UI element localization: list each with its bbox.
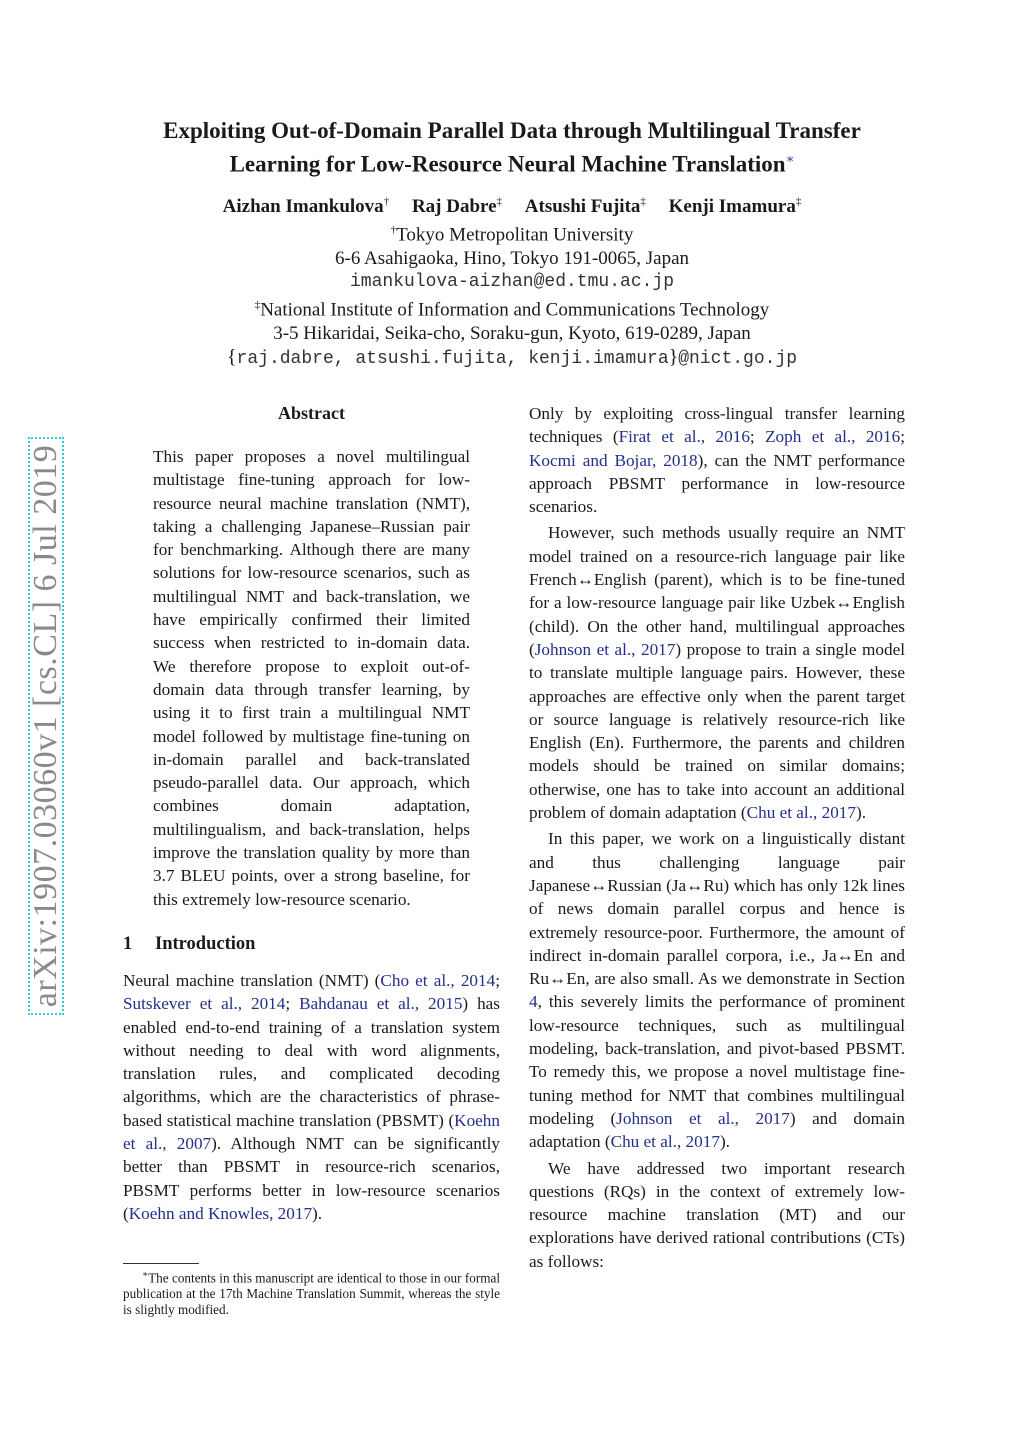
author-2: Raj Dabre‡ [411,196,503,218]
citation-link[interactable]: Sutskever et al., 2014 [123,994,286,1014]
intro-paragraph-1: Neural machine translation (NMT) (Cho et al., 2014; Sutskever et al., 2014; Bahdanau et al., 2015) has enabled end-to-end training of a translation system without needing to deal with word alignments, translation rules, and complicated decoding algorithms, which are the characteristics of phrase-based statistical machine translation (PBSMT) (Koehn et al., 2007). Although NMT can be significantly better than PBSMT in resource-rich scenarios, PBSMT performs better in low-resource scenarios (Koehn and Knowles, 2017). [123,970,500,1223]
paper-title [100,117,924,179]
citation-link[interactable]: Koehn and Knowles, 2017 [128,1203,313,1223]
citation-link[interactable]: Johnson et al., 2017 [534,639,676,659]
citation-link[interactable]: Bahdanau et al., 2015 [299,994,463,1014]
title-line-2: Learning for Low-Resource Neural Machine Translation [229,151,786,177]
citation-link[interactable]: Firat et al., 2016 [618,427,750,447]
right-column [529,402,905,1273]
abstract-heading: Abstract [278,403,345,423]
citation-link[interactable]: Kocmi and Bojar, 2018 [529,450,698,470]
left-column [123,402,500,1225]
citation-link[interactable]: Chu et al., 2017 [610,1132,720,1152]
footnote: ∗The contents in this manuscript are identical to those in our formal publication at the 17th Machine Translation Summit, whereas the style is slightly modified. [123,1269,500,1318]
right-paragraph-4: We have addressed two important research questions (RQs) in the context of extremely low-resource machine translation (MT) and our explorations have derived rational contributions (CTs) as follows: [529,1158,905,1271]
citation-link[interactable]: Cho et al., 2014 [380,970,496,990]
title-footnote-mark[interactable]: ∗ [785,151,795,166]
affiliation-2-address: 3-5 Hikaridai, Seika-cho, Soraku-gun, Kyoto, 619-0289, Japan [273,323,751,345]
abstract-text: This paper proposes a novel multilingual multistage fine-tuning approach for low-resource neural machine translation (NMT), taking a challenging Japanese–Russian pair for benchmarking. Although there are many solutions for low-resource scenarios, such as multilingual NMT and back-translation, we have empirically confirmed their limited success when restricted to in-domain data. We therefore propose to exploit out-of-domain data through transfer learning, by using it to first train a multilingual NMT model followed by multistage fine-tuning on in-domain parallel and back-translated pseudo-parallel data. Our approach, which combines domain adaptation, multilingualism, and back-translation, helps improve the translation quality by more than 3.7 BLEU points, over a strong baseline, for this extremely low-resource scenario. [153,447,470,909]
affiliation-1-email[interactable]: imankulova-aizhan@ed.tmu.ac.jp [349,271,675,292]
affiliations [100,219,924,371]
citation-link[interactable]: Zoph et al., 2016 [765,427,901,447]
arxiv-stamp[interactable]: arXiv:1907.03060v1 [cs.CL] 6 Jul 2019 [27,444,64,1008]
citation-link[interactable]: Johnson et al., 2017 [616,1108,790,1128]
author-1: Aizhan Imankulova† [222,196,390,218]
citation-link[interactable]: Koehn et al., 2007 [123,1110,500,1154]
right-paragraph-3: In this paper, we work on a linguistically distant and thus challenging language pair Japanese↔Russian (Ja↔Ru) which has only 12k lines of news domain parallel corpus and hence is extremely resource-poor. Furthermore, the amount of indirect in-domain parallel corpora, i.e., Ja↔En and Ru↔En, are also small. As we demonstrate in Section 4, this severely limits the performance of prominent low-resource techniques, such as multilingual modeling, back-translation, and pivot-based PBSMT. To remedy this, we propose a novel multistage fine-tuning method for NMT that combines multilingual modeling (Johnson et al., 2017) and domain adaptation (Chu et al., 2017). [529,829,905,1152]
author-4: Kenji Imamura‡ [668,196,802,218]
abstract [123,402,500,911]
affiliation-1-name: †Tokyo Metropolitan University [390,224,634,246]
author-list [100,196,924,218]
author-3: Atsushi Fujita‡ [524,196,646,218]
affiliation-1-address: 6-6 Asahigaoka, Hino, Tokyo 191-0065, Japan [335,247,689,269]
affiliation-2-name: ‡National Institute of Information and Communications Technology [254,299,770,321]
section-reference-link[interactable]: 4 [529,992,538,1012]
section-heading-introduction: 1 Introduction [123,933,256,954]
title-line-1: Exploiting Out-of-Domain Parallel Data through Multilingual Transfer [163,118,861,143]
footnote-rule [123,1263,199,1264]
citation-link[interactable]: Chu et al., 2017 [746,803,856,823]
right-paragraph-2: However, such methods usually require an NMT model trained on a resource-rich language pair like French↔English (parent), which is to be fine-tuned for a low-resource language pair like Uzbek↔English (child). On the other hand, multilingual approaches (Johnson et al., 2017) propose to train a single model to translate multiple language pairs. However, these approaches are effective only when the parent target or source language is relatively resource-rich like English (En). Furthermore, the parents and children models should be trained on similar domains; otherwise, one has to take into account an additional problem of domain adaptation (Chu et al., 2017). [529,523,905,823]
affiliation-2-email[interactable]: {raj.dabre, atsushi.fujita, kenji.imamura}@nict.go.jp [226,345,798,369]
right-paragraph-1: Only by exploiting cross-lingual transfer learning techniques (Firat et al., 2016; Zoph et al., 2016; Kocmi and Bojar, 2018), can the NMT performance approach PBSMT performance in low-resource scenarios. [529,404,905,517]
